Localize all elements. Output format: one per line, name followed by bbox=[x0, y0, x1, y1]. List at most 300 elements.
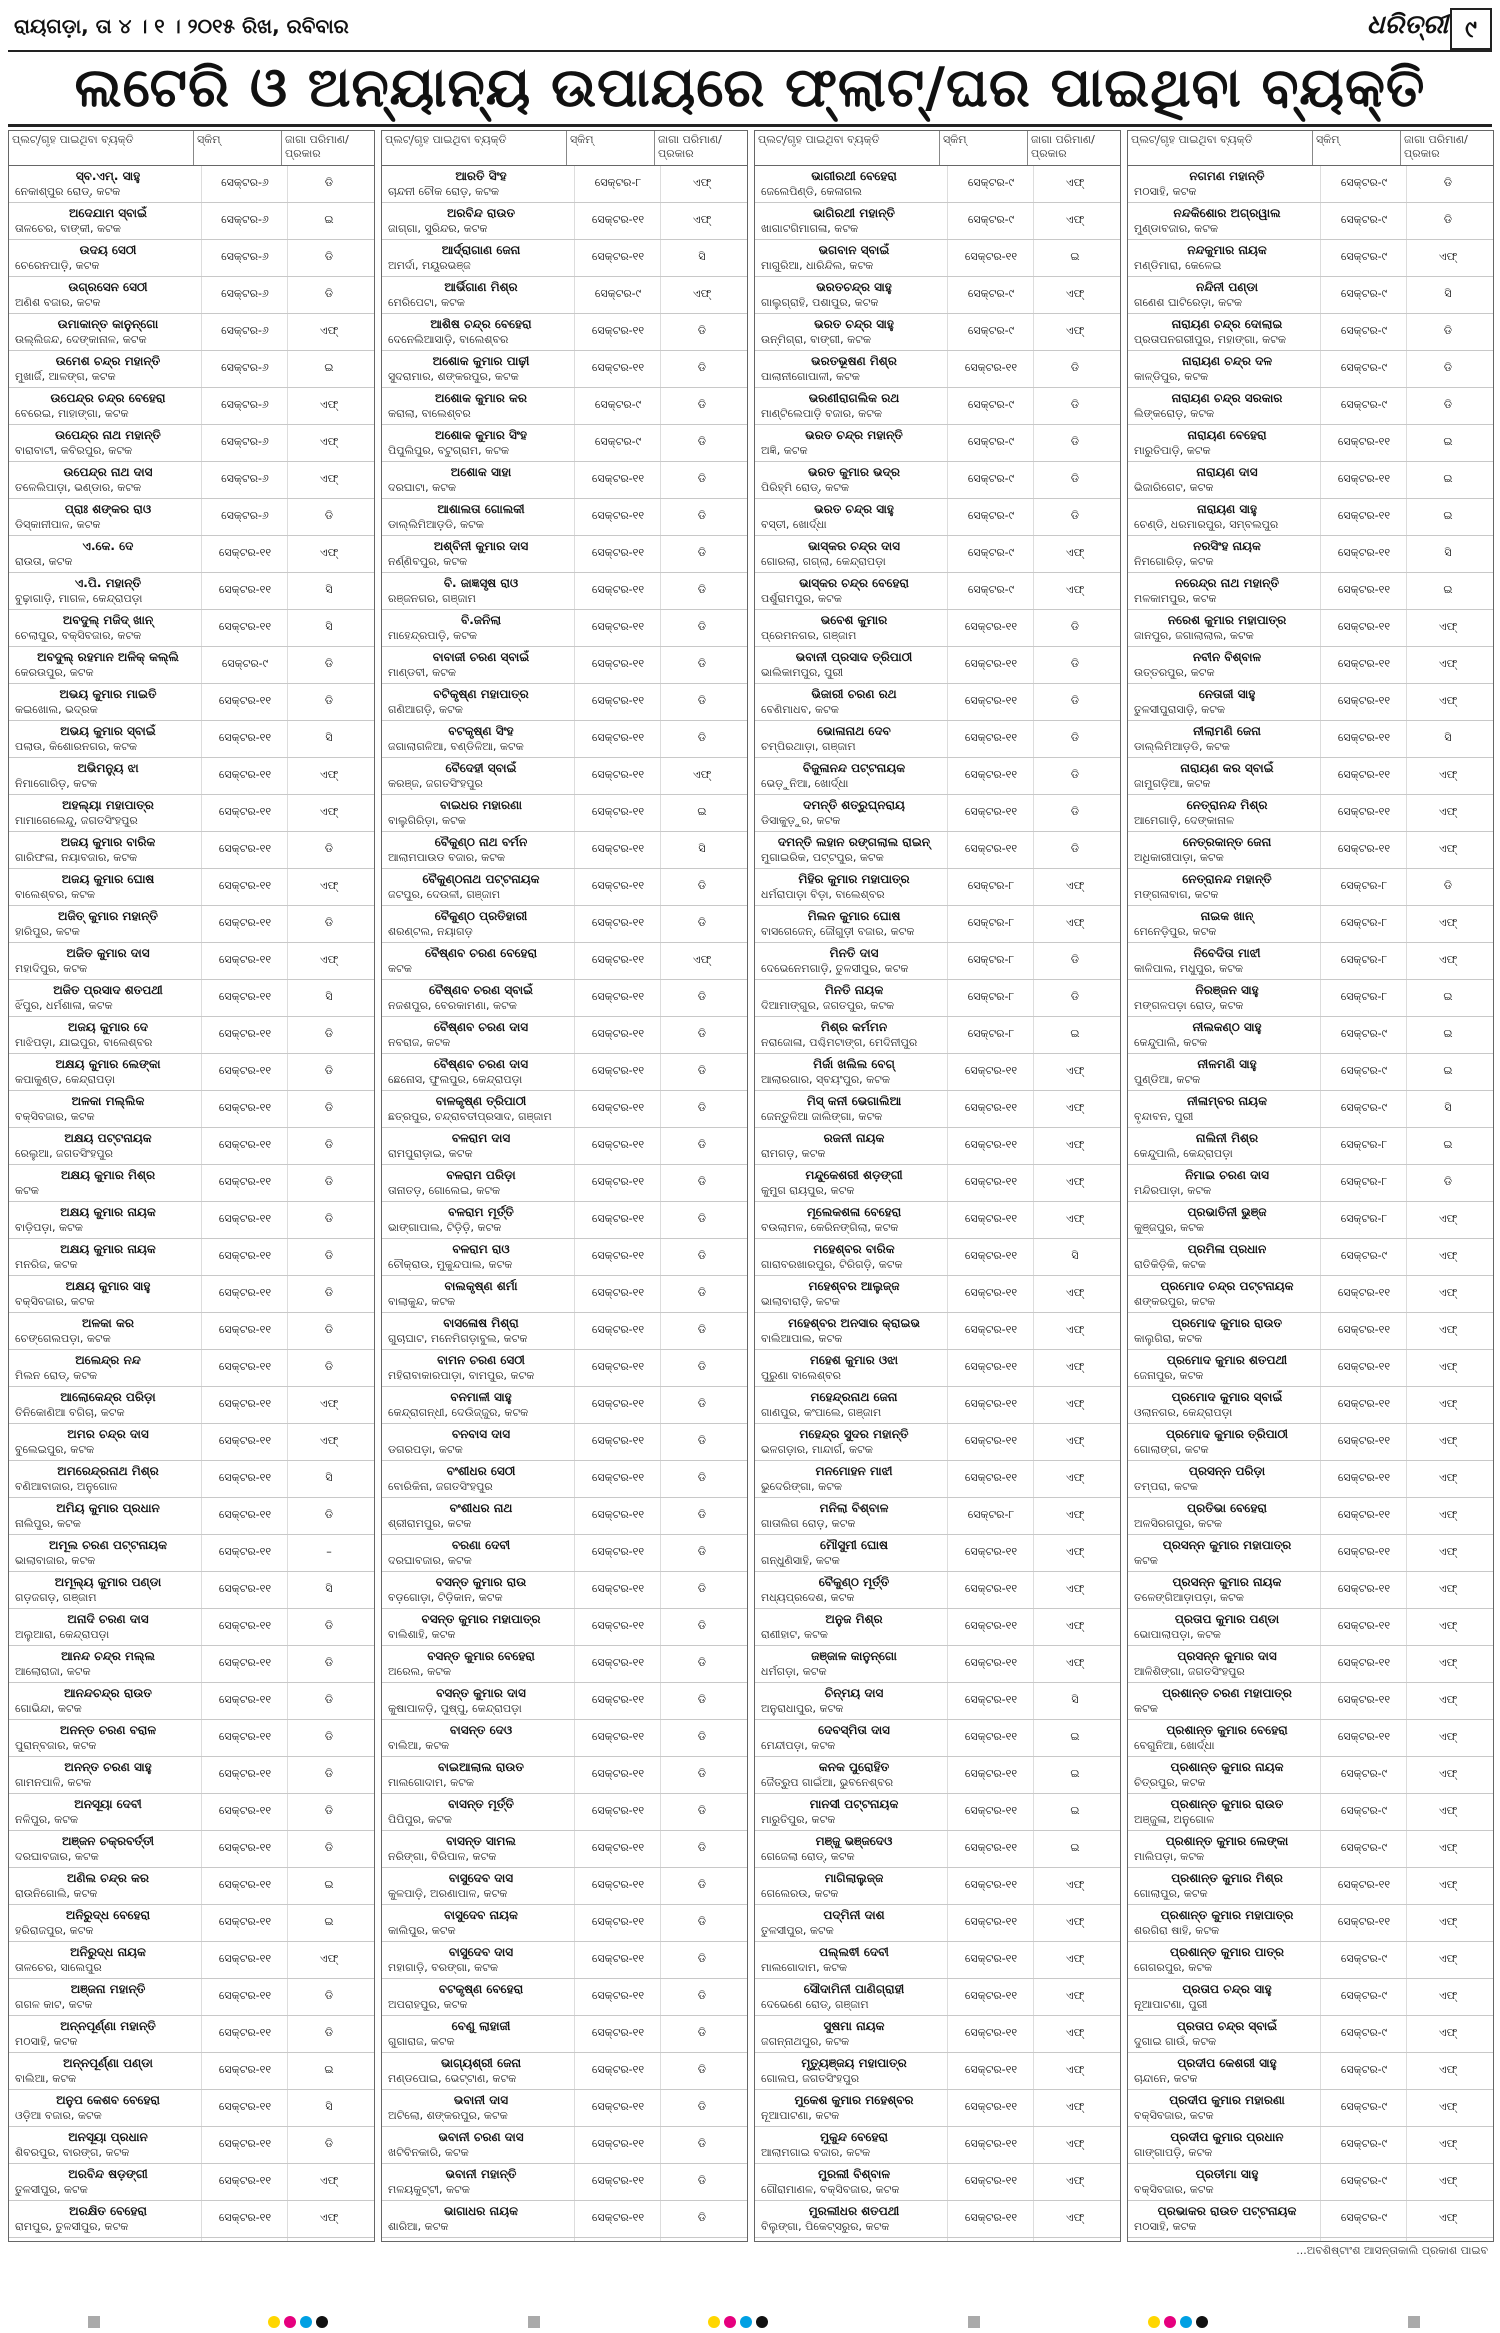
allottee-address: ଚାନ୍ଦନୀ ଚୌକ ରୋଡ଼, କଟକ bbox=[388, 185, 499, 198]
allottee-address: ବାଲିଆପାଲ, କଟକ bbox=[761, 1332, 843, 1345]
allottee-name: ନରସିଂହ ନାୟକ bbox=[1193, 539, 1261, 553]
scheme-sector: ସେକ୍ଟର-୧୧ bbox=[591, 731, 645, 744]
allottee-address: ଗେଲେରଉ, କଟକ bbox=[761, 1887, 839, 1900]
list-item bbox=[755, 1572, 1120, 1609]
list-item bbox=[1128, 1683, 1493, 1720]
allottee-address: ଗାତାଲିଗ ରୋଡ଼, କଟକ bbox=[761, 1517, 856, 1530]
plot-type: ସି bbox=[698, 250, 706, 263]
plot-type: ଡି bbox=[697, 2174, 707, 2187]
allottee-name: ପ୍ରତିଭା ବେହେରା bbox=[1187, 1501, 1267, 1515]
allottee-address: ମଠସାହି, କଟକ bbox=[1134, 2220, 1197, 2233]
allottee-address: ତୁଳସୀପୁରାସାଡ଼ି, କଟକ bbox=[1134, 703, 1226, 716]
allottee-name: ଅନୁଜ ମିଶ୍ର bbox=[825, 1612, 883, 1626]
allottee-address: ଗେଜେଲା ରୋଡ୍, କଟକ bbox=[761, 1850, 855, 1863]
plot-type: ଡି bbox=[697, 1915, 707, 1928]
allottee-address: ଅରେଲ, କଟକ bbox=[388, 1665, 451, 1678]
allottee-name: ଅକ୍ଷୟ ପଟ୍ଟନାୟକ bbox=[64, 1131, 152, 1145]
allottee-address: ଗୁଚାଘାଟ, ମନେମିଗଡ଼ାବୁଲ, କଟକ bbox=[388, 1332, 528, 1345]
plot-type: ଡି bbox=[697, 2100, 707, 2113]
list-item bbox=[9, 1424, 374, 1461]
allottee-name: ଆଶିଷ ଚନ୍ଦ୍ର ବେହେରା bbox=[430, 317, 532, 331]
list-item bbox=[9, 980, 374, 1017]
allottee-name: ଅଶୋକ କୁମାର କର bbox=[434, 391, 527, 405]
allottee-name: ନନ୍ଦକିଶୋର ଅଗ୍ରୱାଲ bbox=[1173, 206, 1281, 220]
list-item bbox=[9, 1239, 374, 1276]
list-item bbox=[1128, 721, 1493, 758]
plot-type: ଡି bbox=[324, 1175, 334, 1188]
allottee-name: ବି. ଜାଜ୍ଞସୃଷ ରାଓ bbox=[443, 576, 519, 590]
plot-type: ଏଫ୍ bbox=[1438, 1656, 1458, 1669]
allottee-address: ଦିଆମାଙ୍ଗୁର, ଜଗତପୁର, କଟକ bbox=[761, 999, 895, 1012]
plot-type: ଡି bbox=[697, 1027, 707, 1040]
list-item bbox=[9, 1979, 374, 2016]
allottee-address: କେରଉପୁର, କଟକ bbox=[15, 666, 94, 679]
allottee-address: ମହାଦିପୁର, କଟକ bbox=[15, 962, 88, 975]
scheme-sector: ସେକ୍ଟର-୧୧ bbox=[964, 1138, 1018, 1151]
allottee-name: ଅଜୟ କୁମାର ଦେ bbox=[68, 1020, 148, 1034]
list-item bbox=[755, 1017, 1120, 1054]
scheme-sector: ସେକ୍ଟର-୧୧ bbox=[218, 1767, 272, 1780]
scheme-sector: ସେକ୍ଟର-୧୧ bbox=[591, 2026, 645, 2039]
list-item bbox=[382, 1942, 747, 1979]
registration-magenta-dot bbox=[284, 2316, 296, 2328]
plot-type: ଇ bbox=[1443, 1064, 1453, 1077]
plot-type: ଡି bbox=[324, 1212, 334, 1225]
allottee-address: ନର୍ଣ୍ଣିବପୁର, କଟକ bbox=[388, 555, 468, 568]
allottee-address: ମଣ୍ଡିମାରା, କେଳେଇ bbox=[1134, 259, 1222, 272]
plot-type: ଏଫ୍ bbox=[1065, 1989, 1085, 2002]
scheme-sector: ସେକ୍ଟର-୧୧ bbox=[218, 1027, 272, 1040]
allottee-address: ବାଲିଆ, କଟକ bbox=[15, 2072, 77, 2085]
list-item bbox=[755, 1905, 1120, 1942]
list-item bbox=[755, 1498, 1120, 1535]
allottee-name: ଅଞ୍ଜନା ମହାନ୍ତି bbox=[70, 1982, 146, 1996]
allottee-address: ଶାରିଆ, କଟକ bbox=[388, 2220, 449, 2233]
scheme-sector: ସେକ୍ଟର-୧୧ bbox=[218, 1212, 272, 1225]
scheme-sector: ସେକ୍ଟର-୯ bbox=[967, 398, 1015, 411]
allottee-name: ନେତ୍ରାନନ୍ଦ ମିଶ୍ର bbox=[1186, 798, 1268, 812]
list-item bbox=[9, 2201, 374, 2238]
allottee-address: ପୁଣ୍ଡିଆ, କଟକ bbox=[1134, 1073, 1201, 1086]
allottee-name: ପ୍ରସନ୍ନ ପରିଡ଼ା bbox=[1188, 1464, 1266, 1478]
plot-type: ଏଫ୍ bbox=[1438, 2174, 1458, 2187]
plot-type: ଏଫ୍ bbox=[1065, 1138, 1085, 1151]
list-item bbox=[9, 1128, 374, 1165]
plot-type: ଡି bbox=[697, 731, 707, 744]
allottee-name: ବଳରାମ ପରିଡ଼ା bbox=[446, 1168, 516, 1182]
allottee-name: ମୃତ୍ୟୁଞ୍ଜୟ ମହାପାତ୍ର bbox=[801, 2056, 907, 2070]
plot-type: ଡି bbox=[697, 2026, 707, 2039]
allottee-address: ଭାଙ୍ଗାପାଲ, ଟିଡ଼ିଡ଼ି, କଟକ bbox=[388, 1221, 502, 1234]
allottee-name: ବୈକୁଣ୍ଠନାଥ ପଟ୍ଟନାୟକ bbox=[422, 872, 540, 886]
plot-type: ଡି bbox=[1070, 768, 1080, 781]
list-item bbox=[1128, 2201, 1493, 2238]
list-item bbox=[9, 2164, 374, 2201]
scheme-sector: ସେକ୍ଟର-୯ bbox=[967, 546, 1015, 559]
allottee-address: ମଳକାମପୁର, କଟକ bbox=[1134, 592, 1217, 605]
allottee-address: ପ୍ରେମନଗର, ଗଞ୍ଜାମ bbox=[761, 629, 857, 642]
plot-type: ଏଫ୍ bbox=[319, 1952, 339, 1965]
allottee-address: ଦୁଗାଇ ଗାଉଁ, କଟକ bbox=[1134, 2035, 1217, 2048]
allottee-name: ସୌଦାମିନୀ ପାଣିଗ୍ରାହୀ bbox=[803, 1982, 905, 1996]
allottee-address: ଜାଗ୍ଗା, ସୁରିନ୍ଦର, କଟକ bbox=[388, 222, 488, 235]
allottee-address: ଜେଲେପିଣ୍ଡି, କେଳାଗଲ bbox=[761, 185, 862, 198]
allottee-name: ନୀଲକଣ୍ଠ ସାହୁ bbox=[1192, 1020, 1262, 1034]
scheme-sector: ସେକ୍ଟର-୧୧ bbox=[591, 472, 645, 485]
scheme-sector: ସେକ୍ଟର-୧୧ bbox=[964, 1989, 1018, 2002]
list-item bbox=[755, 1239, 1120, 1276]
list-item bbox=[1128, 1979, 1493, 2016]
scheme-sector: ସେକ୍ଟର-୧୧ bbox=[218, 2100, 272, 2113]
list-item bbox=[9, 610, 374, 647]
allottee-name: ଅଲେନ୍ଦ୍ର ନନ୍ଦ bbox=[75, 1353, 141, 1367]
allottee-address: ସୁଦରାମାର, ଶଙ୍କରପୁର, କଟକ bbox=[388, 370, 519, 383]
plot-type: ଡି bbox=[324, 1619, 334, 1632]
list-item bbox=[755, 980, 1120, 1017]
list-item bbox=[1128, 1535, 1493, 1572]
allottee-name: ଭରତଭୂଷଣ ମିଶ୍ର bbox=[811, 354, 897, 368]
allottee-name: ପ୍ରମୋଦ ଚନ୍ଦ୍ର ପଟ୍ଟନାୟକ bbox=[1160, 1279, 1294, 1293]
allottee-address: ଗଣିଆଗଡ଼ି, କଟକ bbox=[388, 703, 463, 716]
allottee-address: ପର୍ଶୁରାମପୁର, କଟକ bbox=[761, 592, 842, 605]
allottee-address: ବେଗୁନିଆ, ଖୋର୍ଦ୍ଧା bbox=[1134, 1739, 1215, 1752]
plot-type: ଏଫ୍ bbox=[1065, 1508, 1085, 1521]
plot-type: ଡି bbox=[697, 472, 707, 485]
scheme-sector: ସେକ୍ଟର-୧୧ bbox=[1337, 1286, 1391, 1299]
list-item bbox=[9, 1313, 374, 1350]
plot-type: ଇ bbox=[1070, 1730, 1080, 1743]
plot-type: ଡି bbox=[697, 1064, 707, 1077]
plot-type: ସି bbox=[325, 583, 333, 596]
list-item bbox=[755, 869, 1120, 906]
plot-type: ଏଫ୍ bbox=[1438, 2100, 1458, 2113]
allottee-name: ବଂଶୀଧର ସେଠୀ bbox=[446, 1464, 516, 1478]
scheme-sector: ସେକ୍ଟର-୧୧ bbox=[964, 657, 1018, 670]
plot-type: ଏଫ୍ bbox=[1438, 1619, 1458, 1632]
list-item bbox=[1128, 1905, 1493, 1942]
allottee-address: ରେଲୁଆ, ଜଗତସିଂହପୁର bbox=[15, 1147, 113, 1160]
plot-type: ଡି bbox=[697, 1323, 707, 1336]
plot-type: ଏଫ୍ bbox=[1065, 2211, 1085, 2224]
list-item bbox=[9, 721, 374, 758]
scheme-sector: ସେକ୍ଟର-୧୧ bbox=[964, 1471, 1018, 1484]
allottee-name: ଭାସ୍କର ଚନ୍ଦ୍ର ଦାସ bbox=[808, 539, 900, 553]
allottee-name: ବାସୁଦେବ ଦାସ bbox=[448, 1945, 514, 1959]
scheme-sector: ସେକ୍ଟର-୧୧ bbox=[1337, 1656, 1391, 1669]
scheme-sector: ସେକ୍ଟର-୧୧ bbox=[1337, 805, 1391, 818]
header-scheme: ସ୍କିମ୍ bbox=[1313, 131, 1401, 165]
allottee-name: ବାସନ୍ତ ମୂର୍ତ୍ତି bbox=[448, 1797, 514, 1811]
plot-type: ଡି bbox=[1070, 805, 1080, 818]
plot-type: ଇ bbox=[697, 805, 707, 818]
plot-type: ଏଫ୍ bbox=[319, 1434, 339, 1447]
allottee-name: ଭଗବାନ ସ୍ବାଇଁ bbox=[818, 243, 890, 257]
registration-cyan-dot bbox=[740, 2316, 752, 2328]
list-item bbox=[1128, 536, 1493, 573]
list-item bbox=[382, 684, 747, 721]
allottee-address: କେନ୍ଦ୍ରାଗନ୍ଧୀ, ଦେଉିଜ୍ଜୁର, କଟକ bbox=[388, 1406, 529, 1419]
plot-type: ଏଫ୍ bbox=[1438, 805, 1458, 818]
plot-type: ଡି bbox=[324, 1101, 334, 1114]
scheme-sector: ସେକ୍ଟର-୧୧ bbox=[591, 620, 645, 633]
list-item bbox=[9, 314, 374, 351]
scheme-sector: ସେକ୍ଟର-୧୧ bbox=[964, 2026, 1018, 2039]
scheme-sector: ସେକ୍ଟର-୯ bbox=[1340, 250, 1388, 263]
allottee-address: କପାକୁଣ୍ଡ, କେନ୍ଦ୍ରାପଡ଼ା bbox=[15, 1073, 116, 1086]
plot-type: ଇ bbox=[1443, 990, 1453, 1003]
allottee-name: ନିବେଦିତା ମାଝୀ bbox=[1193, 946, 1261, 960]
scheme-sector: ସେକ୍ଟର-୧୧ bbox=[1337, 1471, 1391, 1484]
allottee-name: ପ୍ରଶାନ୍ତ କୁମାର ରାଉତ bbox=[1170, 1797, 1284, 1811]
list-item bbox=[382, 1572, 747, 1609]
allottee-name: ଉଦୟ ସେଠୀ bbox=[79, 243, 137, 257]
allottee-address: ବାଲିଶାହି, କଟକ bbox=[388, 1628, 456, 1641]
allottee-address: ମାଗୁରିଆ, ଧାରିନ୍ଦିଲ, କଟକ bbox=[761, 259, 874, 272]
plot-type: ଡି bbox=[697, 1545, 707, 1558]
list-item bbox=[1128, 869, 1493, 906]
allottee-address: ମିଲନ ରୋଡ୍, କଟକ bbox=[15, 1369, 98, 1382]
list-item bbox=[382, 1202, 747, 1239]
list-item bbox=[382, 1794, 747, 1831]
scheme-sector: ସେକ୍ଟର-୧୧ bbox=[218, 583, 272, 596]
allottee-address: ପିରିହ୍ମି ରୋଡ୍, କଟକ bbox=[761, 481, 849, 494]
plot-type: ଡି bbox=[1070, 990, 1080, 1003]
scheme-sector: ସେକ୍ଟର-୧୧ bbox=[1337, 1693, 1391, 1706]
scheme-sector: ସେକ୍ଟର-୬ bbox=[221, 250, 269, 263]
allottee-name: କନକ ପୁରୋହିତ bbox=[818, 1760, 890, 1774]
allottee-name: ମହେଶ୍ବର ଆଲୁଜ୍ଜ bbox=[808, 1279, 900, 1293]
list-item bbox=[9, 499, 374, 536]
allottee-name: ଅକ୍ଷୟ କୁମାର ନାୟକ bbox=[60, 1242, 156, 1256]
list-item bbox=[755, 462, 1120, 499]
plot-type: ସି bbox=[1444, 287, 1452, 300]
plot-type: ଡି bbox=[697, 2063, 707, 2076]
scheme-sector: ସେକ୍ଟର-୧୧ bbox=[1337, 1619, 1391, 1632]
allottee-name: ପ୍ରଭାକର ରାଉତ ପଟ୍ଟନାୟକ bbox=[1157, 2204, 1297, 2218]
plot-type: ଇ bbox=[324, 2063, 334, 2076]
allottee-name: ବନବାସ ଦାସ bbox=[451, 1427, 511, 1441]
allottee-address: ଖଟିବିନକାରି, କଟକ bbox=[388, 2146, 469, 2159]
scheme-sector: ସେକ୍ଟର-୧୧ bbox=[591, 1804, 645, 1817]
plot-type: ଇ bbox=[1443, 509, 1453, 522]
allottee-address: ଭଳଗଡ଼ାର, ମାନ୍ଦାର୍ଗ, କଟକ bbox=[761, 1443, 873, 1456]
allottee-name: ପଦ୍ମିନୀ ଦାଶ bbox=[823, 1908, 885, 1922]
list-item bbox=[9, 1461, 374, 1498]
list-item bbox=[1128, 1276, 1493, 1313]
allottee-address: ଦେନେଲିଆସାଡ଼ି, ବାଲେଶ୍ବର bbox=[388, 333, 509, 346]
allottee-address: ତାଳଚେର, ବାଙ୍କୀ, କଟକ bbox=[15, 222, 121, 235]
scheme-sector: ସେକ୍ଟର-୮ bbox=[594, 176, 642, 189]
allottee-address: ଅଜ୍ଞି, କଟକ bbox=[761, 444, 808, 457]
scheme-sector: ସେକ୍ଟର-୧୧ bbox=[591, 361, 645, 374]
allottee-address: କାଲୁଗିରା, କଟକ bbox=[1134, 1332, 1203, 1345]
allottee-name: ଭରଣୀରାଗଲିକ ରଥ bbox=[808, 391, 900, 405]
list-item bbox=[9, 758, 374, 795]
list-item bbox=[755, 832, 1120, 869]
allottee-name: ବେଣୁ ଲାହାଜୀ bbox=[451, 2019, 511, 2033]
registration-grey-square bbox=[1408, 2316, 1420, 2328]
list-item bbox=[755, 610, 1120, 647]
list-item bbox=[9, 388, 374, 425]
list-item bbox=[382, 1757, 747, 1794]
list-item bbox=[382, 536, 747, 573]
registration-magenta-dot bbox=[1164, 2316, 1176, 2328]
allottee-name: ନାରାୟଣ ଚନ୍ଦ୍ର ଦୋଲାଇ bbox=[1171, 317, 1283, 331]
allottee-name: ପ୍ରଶାନ୍ତ କୁମାର ମିଶ୍ର bbox=[1171, 1871, 1283, 1885]
plot-type: ଏଫ୍ bbox=[1438, 842, 1458, 855]
scheme-sector: ସେକ୍ଟର-୯ bbox=[1340, 1767, 1388, 1780]
allottee-address: ବାସଗେଜେନ୍‌, ଜୌଗୁଡ଼ୀ ବଜାର, କଟକ bbox=[761, 925, 915, 938]
header-type: ଜାଗା ପରିମାଣ/ ପ୍ରକାର bbox=[285, 133, 349, 160]
allottee-name bbox=[15, 2241, 201, 2242]
scheme-sector: ସେକ୍ଟର-୧୧ bbox=[964, 1656, 1018, 1669]
scheme-sector: ସେକ୍ଟର-୧୧ bbox=[218, 768, 272, 781]
allottee-address: ଡିସ୍କାନୀପାଳ, କଟକ bbox=[15, 518, 101, 531]
list-item bbox=[382, 1276, 747, 1313]
plot-type: ଏଫ୍ bbox=[1065, 1101, 1085, 1114]
plot-type: ଏଫ୍ bbox=[692, 953, 712, 966]
plot-type: ଏଫ୍ bbox=[1065, 1915, 1085, 1928]
allottee-address: ଅଳସିରଗପୁର, କଟକ bbox=[1134, 1517, 1223, 1530]
allottee-address: ବକ୍ସିବଜାର, କଟକ bbox=[15, 1295, 95, 1308]
plot-type: ଏଫ୍ bbox=[319, 2211, 339, 2224]
plot-type: ସି bbox=[325, 990, 333, 1003]
scheme-sector: ସେକ୍ଟର-୧୧ bbox=[591, 694, 645, 707]
scheme-sector: ସେକ୍ଟର-୧୧ bbox=[591, 213, 645, 226]
scheme-sector: ସେକ୍ଟର-୧୧ bbox=[218, 916, 272, 929]
scheme-sector: ସେକ୍ଟର-୧୧ bbox=[1337, 620, 1391, 633]
allottee-address: ନିମଗୋରିଡ଼, କଟକ bbox=[1134, 555, 1214, 568]
scheme-sector: ସେକ୍ଟର-୬ bbox=[221, 509, 269, 522]
allottee-address: ଡଗରପଡ଼ା, କଟକ bbox=[388, 1443, 463, 1456]
allottee-address: ପଲାଉ, କିଶୋରନଗର, କଟକ bbox=[15, 740, 138, 753]
allottee-name: ବାମନ ଚରଣ ସେଠୀ bbox=[437, 1353, 525, 1367]
registration-yellow-dot bbox=[1148, 2316, 1160, 2328]
scheme-sector: ସେକ୍ଟର-୧୧ bbox=[218, 1582, 272, 1595]
plot-type: ଡି bbox=[697, 1619, 707, 1632]
header-scheme: ସ୍କିମ୍ bbox=[940, 131, 1028, 165]
list-item bbox=[1128, 980, 1493, 1017]
list-item bbox=[755, 1424, 1120, 1461]
allottee-address: ଗୋଲାପୁର, କଟକ bbox=[1134, 1887, 1208, 1900]
list-item bbox=[9, 906, 374, 943]
allottee-name bbox=[388, 2241, 574, 2242]
list-item bbox=[382, 1905, 747, 1942]
list-item bbox=[755, 425, 1120, 462]
list-item bbox=[382, 980, 747, 1017]
scheme-sector: ସେକ୍ଟର-୧୧ bbox=[591, 1101, 645, 1114]
plot-type: ଏଫ୍ bbox=[319, 879, 339, 892]
list-column-1 bbox=[8, 130, 375, 2242]
scheme-sector: ସେକ୍ଟର-୧୧ bbox=[964, 1767, 1018, 1780]
allottee-name: ବୈଷ୍ଣବ ଚରଣ ଦାସ bbox=[433, 1020, 529, 1034]
allottee-address: ନୂଆପାଟଣା, କଟକ bbox=[761, 2109, 840, 2122]
scheme-sector: ସେକ୍ଟର-୧୧ bbox=[218, 879, 272, 892]
list-item bbox=[1128, 1313, 1493, 1350]
allottee-name: ଅବଦୁଲ୍ ରହମାନ ଅଳିକ୍ କଲ୍ଲି bbox=[37, 650, 179, 664]
allottee-address: ଛତ୍ରପୁର, ଚନ୍ଦ୍ରାବତୀପ୍ରସାଦ, ଗଞ୍ଜାମ bbox=[388, 1110, 552, 1123]
allottee-name: ଭରତ ଚନ୍ଦ୍ର ସାହୁ bbox=[814, 502, 894, 516]
allottee-name: ଅଦେଯାମ ସ୍ବାଇଁ bbox=[68, 206, 148, 220]
allottee-address: ଉତ୍ତରପୁର, କଟକ bbox=[1134, 666, 1215, 679]
allottee-address: ଚେଣ୍ଡି, ଧରମାରପୁର, ସମ୍ବଲପୁର bbox=[1134, 518, 1279, 531]
list-item bbox=[755, 203, 1120, 240]
plot-type: ଡି bbox=[697, 398, 707, 411]
allottee-address: ରାମପୁରାଡ଼ାଇ, କଟକ bbox=[388, 1147, 473, 1160]
allottee-name: ଆର୍ଦ୍ରାଗାଣ ଜେନା bbox=[441, 243, 521, 257]
list-item bbox=[9, 1868, 374, 1905]
plot-type: ଏଫ୍ bbox=[1438, 657, 1458, 670]
allottee-address: କୁମୁଗ ରାୟପୁର, କଟକ bbox=[761, 1184, 855, 1197]
plot-type: ଏଫ୍ bbox=[1438, 2026, 1458, 2039]
allottee-name: ପ୍ରଦୀପ କୁମାର ପ୍ରଧାନ bbox=[1170, 2130, 1284, 2144]
plot-type: ଏଫ୍ bbox=[319, 1397, 339, 1410]
list-item bbox=[755, 1979, 1120, 2016]
allottee-name: ନେତ୍ରାନନ୍ଦ ମହାନ୍ତି bbox=[1182, 872, 1272, 886]
allottee-name: ଅଭୟ କୁମାର ସ୍ବାଇଁ bbox=[60, 724, 156, 738]
allottee-name: ଅଜିତ ପ୍ରସାଦ ଶତପଥୀ bbox=[53, 983, 163, 997]
scheme-sector: ସେକ୍ଟର-୯ bbox=[1340, 398, 1388, 411]
allottee-address: ଜୈତ୍ରୁପ ଗାଇଁଆ, ଭୁବନେଶ୍ବର bbox=[761, 1776, 894, 1789]
header-scheme: ସ୍କିମ୍ bbox=[194, 131, 282, 165]
list-item bbox=[382, 1461, 747, 1498]
list-item bbox=[382, 1239, 747, 1276]
list-item bbox=[9, 1387, 374, 1424]
list-item bbox=[9, 351, 374, 388]
allottee-address: ରାତିକିଡ଼ିକି, କଟକ bbox=[1134, 1258, 1206, 1271]
allottee-name: ଦମନ୍ତି ଶତ୍ରୁଘ୍ନରାୟ bbox=[803, 798, 905, 812]
list-item bbox=[382, 425, 747, 462]
scheme-sector: ସେକ୍ଟର-୯ bbox=[1340, 361, 1388, 374]
plot-type: ସି bbox=[698, 842, 706, 855]
plot-type: ଏଫ୍ bbox=[319, 472, 339, 485]
plot-type: ଏଫ୍ bbox=[1065, 1619, 1085, 1632]
allottee-name: ବାବାଜୀ ଚରଣ ସ୍ବାଇଁ bbox=[432, 650, 530, 664]
scheme-sector: ସେକ୍ଟର-୧୧ bbox=[964, 1286, 1018, 1299]
allottee-name: ଅନସୂୟା ଦେବୀ bbox=[74, 1797, 142, 1811]
list-item bbox=[1128, 2090, 1493, 2127]
scheme-sector: ସେକ୍ଟର-୯ bbox=[1340, 324, 1388, 337]
list-item bbox=[1128, 1794, 1493, 1831]
allottee-address: ଗାଣପୁର, କଂପାଲେ, ଗଞ୍ଜାମ bbox=[761, 1406, 882, 1419]
registration-cyan-dot bbox=[300, 2316, 312, 2328]
list-item bbox=[1128, 425, 1493, 462]
scheme-sector: ସେକ୍ଟର-୧୧ bbox=[591, 990, 645, 1003]
allottee-name: ପ୍ରସନ୍ନ କୁମାର ମହାପାତ୍ର bbox=[1162, 1538, 1292, 1552]
allottee-name: ଉଗ୍ରସେନ ସେଠୀ bbox=[68, 280, 148, 294]
plot-type: ଡି bbox=[1443, 361, 1453, 374]
list-item bbox=[9, 536, 374, 573]
scheme-sector: ସେକ୍ଟର-୧୧ bbox=[964, 1249, 1018, 1262]
allottee-name: ପ୍ରଶାନ୍ତ ଚରଣ ମହାପାତ୍ର bbox=[1162, 1686, 1292, 1700]
plot-type: ଡି bbox=[1443, 213, 1453, 226]
allottee-address: ଆଲାମଗାଇ ବଜାର, କଟକ bbox=[761, 2146, 871, 2159]
scheme-sector: ସେକ୍ଟର-୧୧ bbox=[1337, 583, 1391, 596]
list-item bbox=[382, 166, 747, 203]
list-item bbox=[1128, 1609, 1493, 1646]
plot-type: ଏଫ୍ bbox=[1438, 1989, 1458, 2002]
scheme-sector: ସେକ୍ଟର-୧୧ bbox=[218, 1989, 272, 2002]
scheme-sector: ସେକ୍ଟର-୯ bbox=[1340, 2063, 1388, 2076]
plot-type: ଡି bbox=[324, 509, 334, 522]
allottee-address: ଭେଡ଼ୁନିଆ, ଖୋର୍ଦ୍ଧା bbox=[761, 777, 849, 790]
allottee-address: ଅଲୁଆରା, କେନ୍ଦ୍ରାପଡ଼ା bbox=[15, 1628, 110, 1641]
list-item bbox=[382, 203, 747, 240]
scheme-sector: ସେକ୍ଟର-୧୧ bbox=[964, 1101, 1018, 1114]
plot-type: ଡି bbox=[324, 657, 334, 670]
allottee-address: ବୁଢ଼ାଗାଡ଼ି, ମାଗଳ, କେନ୍ଦ୍ରାପଡ଼ା bbox=[15, 592, 143, 605]
list-item bbox=[755, 240, 1120, 277]
